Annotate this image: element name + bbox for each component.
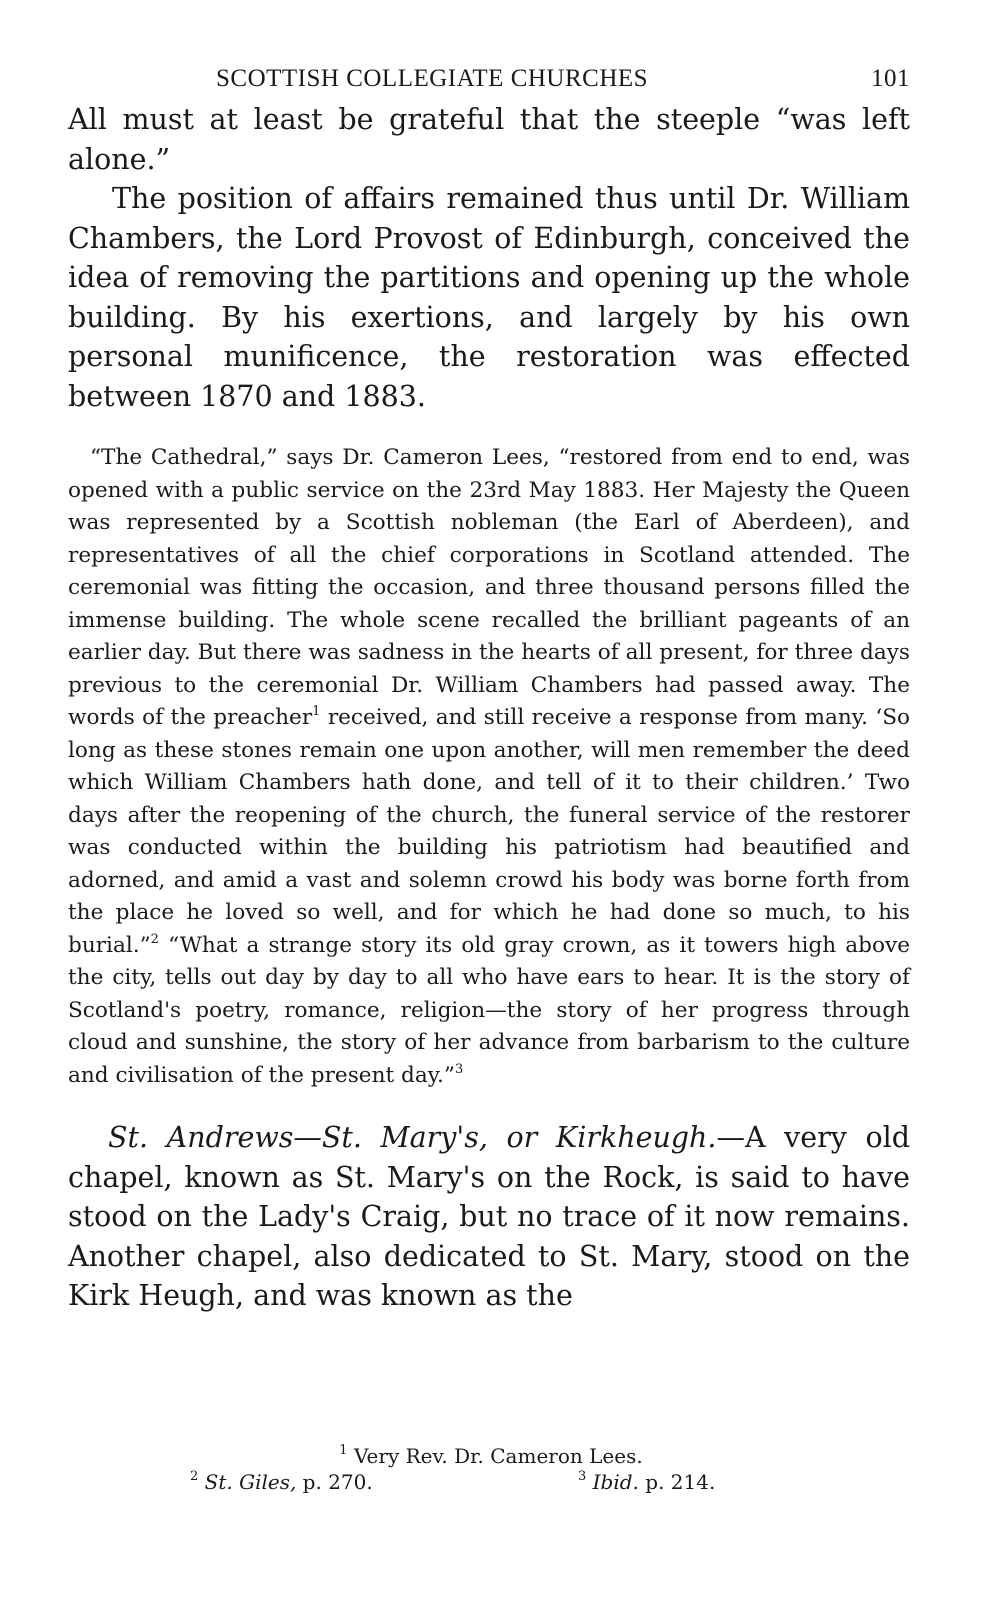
footnote-3-page: p. 214. bbox=[638, 1470, 716, 1494]
block-quote-cathedral bbox=[68, 442, 910, 1092]
paragraph-restoration: The position of affairs remained thus until Dr. William Chambers, the Lord Provost of Edinburgh, conceived the idea of removing the partitions and opening up the whole building. By his exertions, and largely by his own personal munificence, the restoration was effected between 1870 and 1883. bbox=[68, 182, 910, 413]
section-heading: St. Andrews—St. Mary's, or Kirkheugh. bbox=[108, 1121, 717, 1154]
section-text: —A very old chapel, known as St. Mary's on the Rock, is said to have stood on the Lady's Craig, but no trace of it now remains. Another chapel, also dedicated to St. Mary, stood on the Kirk Heugh, and was known as the bbox=[68, 1121, 910, 1312]
footnote-ref-1: 1 bbox=[312, 703, 321, 719]
footnote-2-mark: 2 bbox=[190, 1468, 199, 1484]
page-number: 101 bbox=[871, 65, 910, 92]
quote-text-part2: received, and still receive a response from many. ‘So long as these stones remain one upon another, will men remember the deed which William Chambers hath done, and tell of it to their children.’ Two days after the reopening of the church, the funeral service of the restorer was conducted within the building his patriotism had beautified and adorned, and amid a vast and solemn crowd his body was borne forth from the place he loved so well, and for which he had done so much, to his burial.” bbox=[68, 705, 911, 958]
footnote-2 bbox=[190, 1469, 373, 1495]
footnote-ref-2: 2 bbox=[150, 931, 159, 947]
footnote-1-mark: 1 bbox=[339, 1442, 348, 1458]
footnote-2-page: p. 270. bbox=[296, 1470, 373, 1494]
footnote-2-title: St. Giles, bbox=[204, 1470, 297, 1494]
running-head bbox=[68, 60, 910, 100]
book-page bbox=[68, 60, 911, 1494]
running-title: SCOTTISH COLLEGIATE CHURCHES bbox=[216, 65, 649, 92]
section-st-andrews bbox=[68, 1118, 910, 1316]
footnote-ref-3: 3 bbox=[454, 1061, 464, 1077]
quote-text-part1: “The Cathedral,” says Dr. Cameron Lees, “restored from end to end, was opened with a public service on the 23rd May 1883. Her Majesty the Queen was represented by a Scottish nobleman (the Earl of Aberdeen), and representatives of all the chief corporations in Scotland attended. The ceremonial was fitting the occasion, and three thousand persons filled the immense building. The whole scene recalled the brilliant pageants of an earlier day. But there was sadness in the hearts of all present, for three days previous to the ceremonial Dr. William Chambers had passed away. The words of the preacher bbox=[68, 445, 910, 730]
footnote-1-text: Very Rev. Dr. Cameron Lees. bbox=[353, 1444, 643, 1468]
footnote-3-mark: 3 bbox=[578, 1468, 587, 1484]
quote-text-part3: “What a strange story its old gray crown, as it towers high above the city, tells out day by day to all who have ears to hear. It is the story of Scotland's poetry, romance, religion—the story of her progress through cloud and sunshine, the story of her advance from barbarism to the culture and civilisation of the present day.” bbox=[68, 932, 910, 1088]
footnote-1 bbox=[68, 1443, 910, 1469]
footnotes bbox=[68, 1443, 910, 1495]
footnote-3 bbox=[578, 1469, 715, 1495]
paragraph-steeple: All must at least be grateful that the steeple “was left alone.” bbox=[68, 103, 910, 176]
footnote-3-title: Ibid. bbox=[592, 1470, 639, 1494]
